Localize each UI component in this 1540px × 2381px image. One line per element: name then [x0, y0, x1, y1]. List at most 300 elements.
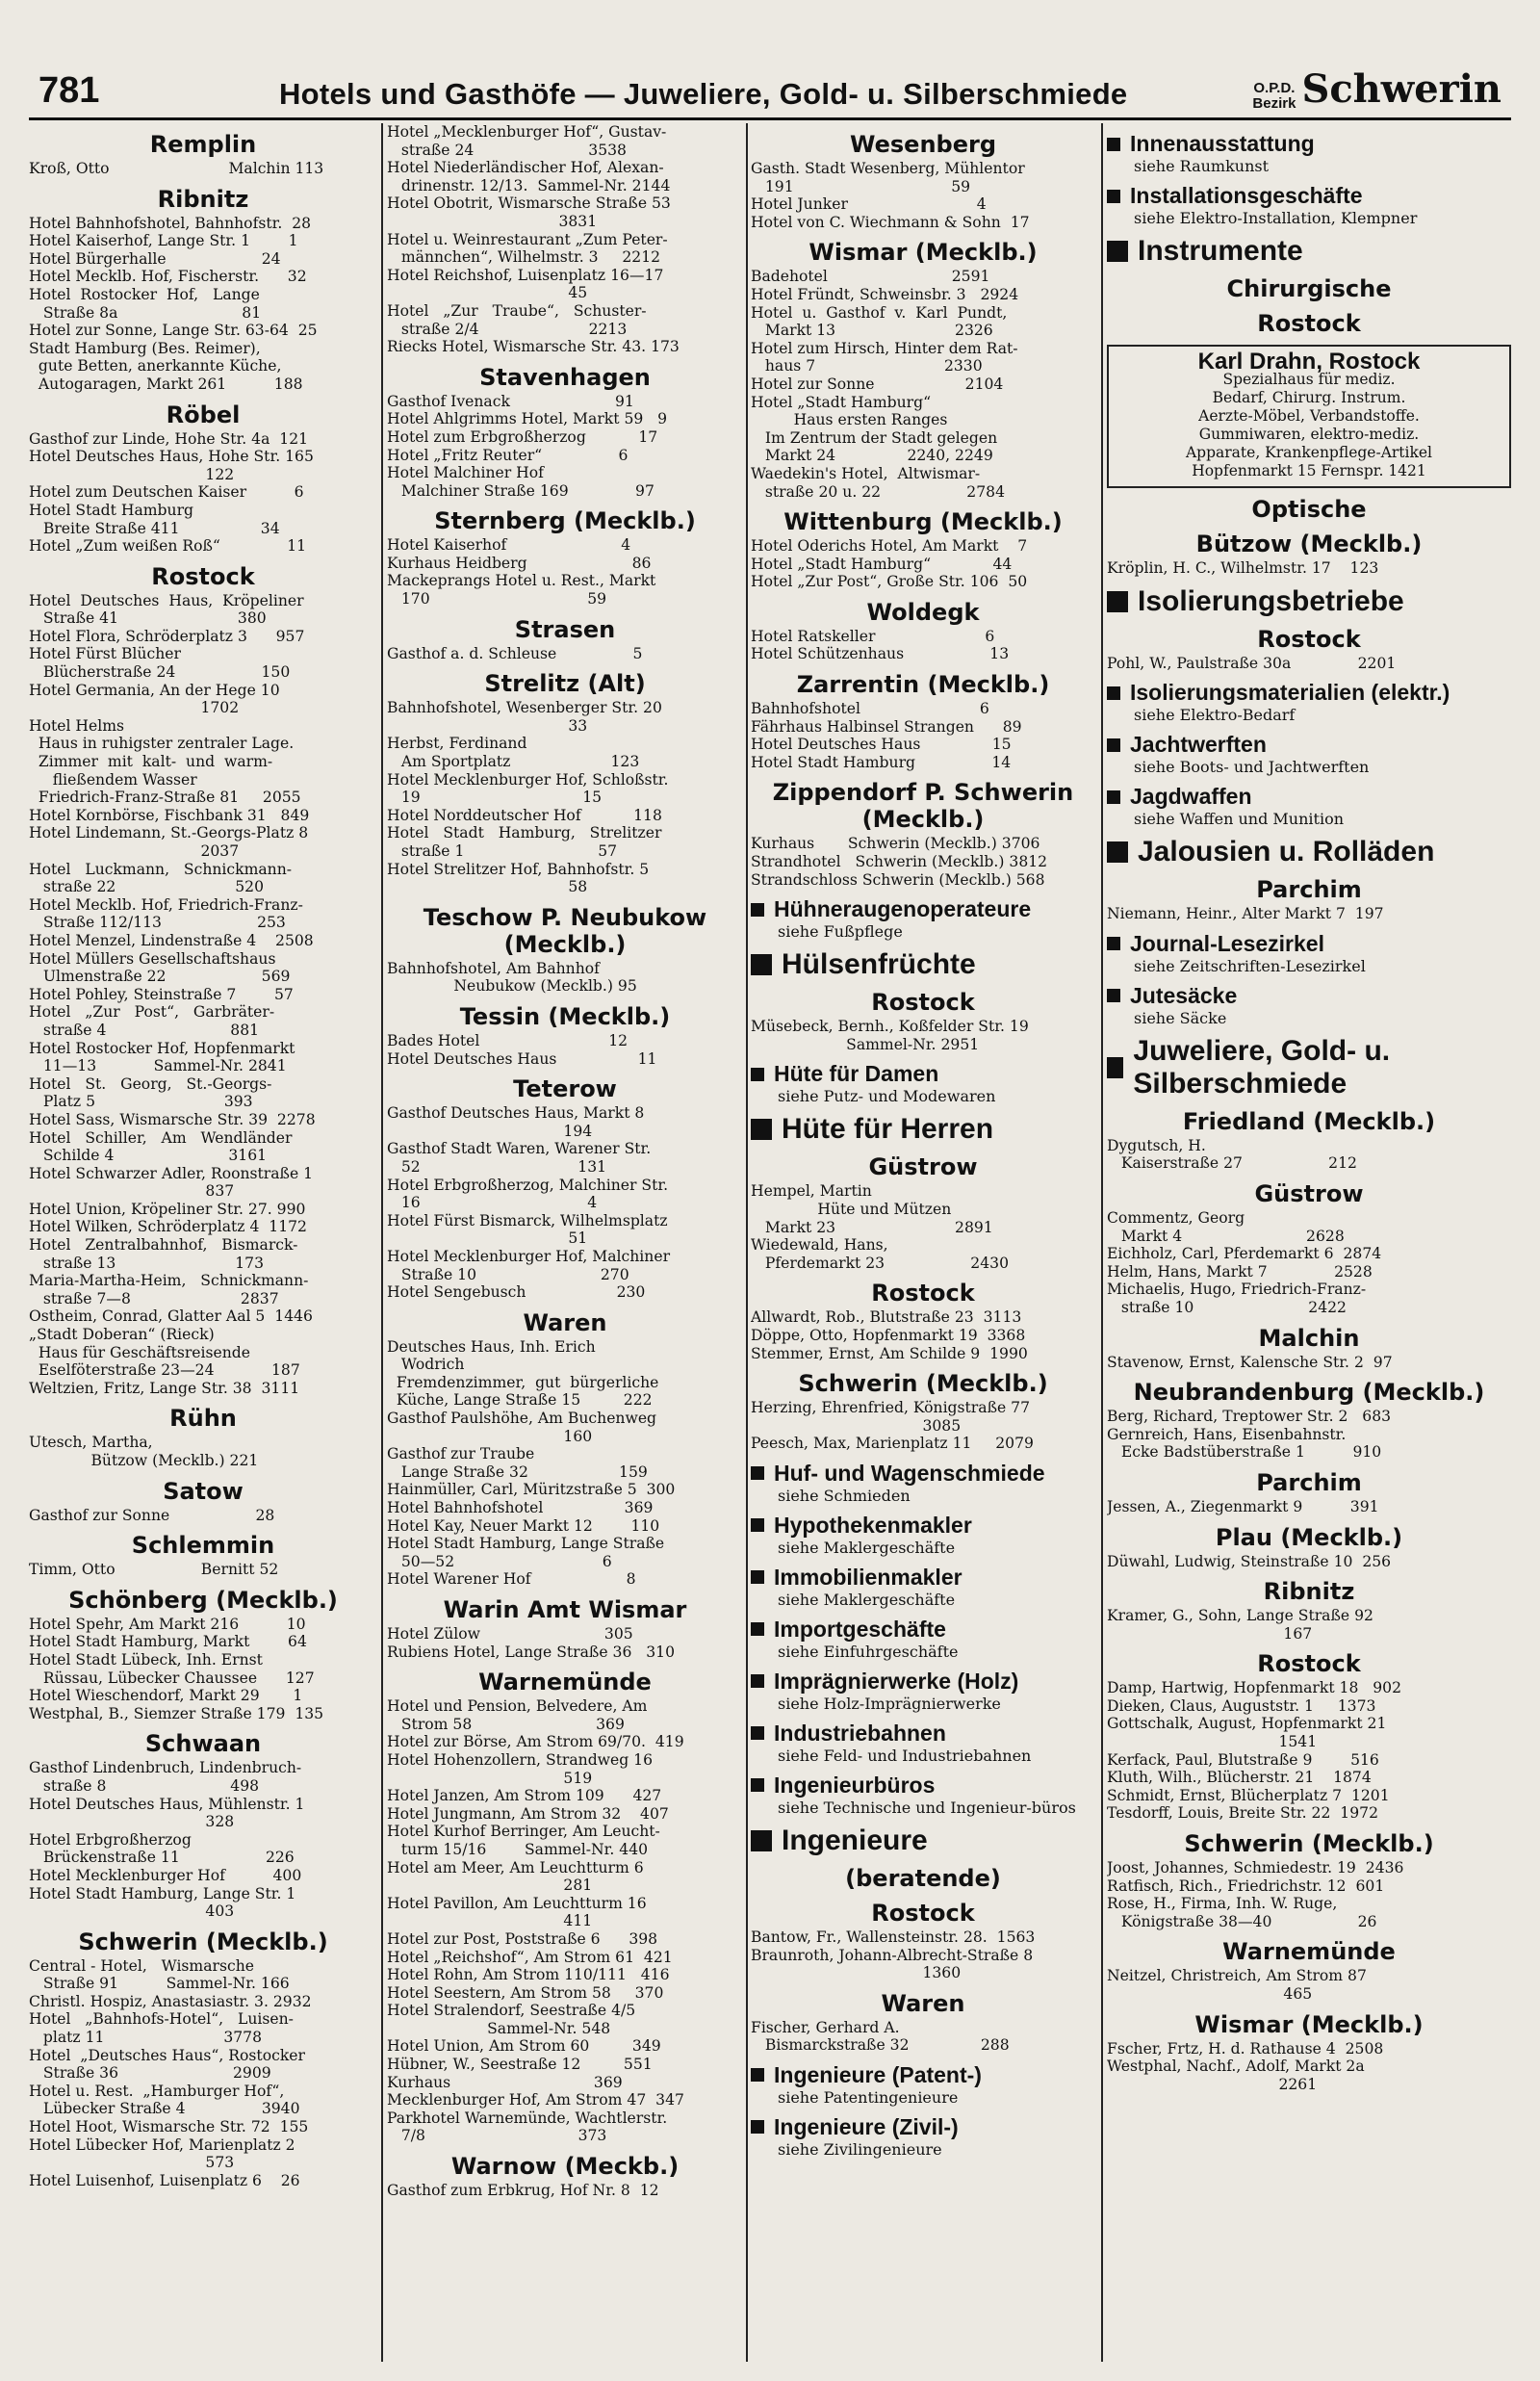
directory-entry: straße 2/4 2213	[387, 320, 628, 338]
directory-entry: Strom 58 369	[387, 1715, 625, 1733]
directory-entry: Friedrich-Franz-Straße 81 2055	[29, 789, 301, 807]
directory-entry: Hotel Lübecker Hof, Marienplatz 2	[29, 2135, 295, 2154]
town-heading: Schwerin (Mecklb.)	[1184, 1830, 1434, 1858]
see-reference: siehe Boots- und Jachtwerften	[1134, 758, 1370, 777]
directory-entry: 328	[29, 1813, 235, 1831]
town-heading: Satow	[163, 1477, 244, 1505]
directory-entry: 1360	[751, 1964, 962, 1982]
directory-entry: Hotel Mecklenburger Hof, Malchiner	[387, 1247, 671, 1265]
section-heading	[751, 1061, 1095, 1087]
directory-entry: 3085	[751, 1416, 962, 1435]
section-title: Jalousien u. Rolläden	[1138, 836, 1435, 868]
directory-entry: 573	[29, 2154, 235, 2172]
directory-entry: Riecks Hotel, Wismarsche Str. 43. 173	[387, 338, 680, 356]
see-reference: siehe Patentingenieure	[778, 2087, 959, 2107]
section-title: Isolierungsmaterialien (elektr.)	[1130, 680, 1450, 706]
directory-entry: Eichholz, Carl, Pferdemarkt 6 2874	[1107, 1245, 1382, 1263]
section-title: Ingenieure (Patent-)	[774, 2061, 982, 2087]
directory-entry: Kramer, G., Sohn, Lange Straße 92	[1107, 1607, 1373, 1625]
directory-entry: Hotel „Bahnhofs-Hotel“, Luisen-	[29, 2010, 294, 2029]
column-divider	[1101, 123, 1103, 2362]
town-heading: Ribnitz	[1263, 1578, 1355, 1606]
directory-entry: Zimmer mit kalt- und warm-	[29, 753, 273, 771]
town-heading: Warnow (Meckb.)	[450, 2153, 680, 2181]
directory-entry: Hotel Ahlgrimms Hotel, Markt 59 9	[387, 410, 668, 428]
directory-entry: haus 7 2330	[751, 357, 983, 375]
directory-entry: Bades Hotel 12	[387, 1031, 629, 1049]
section-bullet-icon	[751, 1622, 764, 1636]
directory-entry: Hotel Kurhof Berringer, Am Leucht-	[387, 1823, 660, 1841]
section-heading	[1107, 931, 1511, 957]
directory-entry: Küche, Lange Straße 15 222	[387, 1391, 653, 1410]
directory-entry: 1702	[29, 699, 240, 717]
town-heading: Parchim	[1256, 1468, 1362, 1496]
town-heading: Rostock	[1257, 1650, 1361, 1678]
directory-entry: Straße 36 2909	[29, 2064, 271, 2083]
town-heading: Friedland (Mecklb.)	[1182, 1107, 1436, 1135]
section-heading	[1107, 680, 1511, 706]
town-heading: Wesenberg	[849, 131, 996, 158]
town-heading: Bützow (Mecklb.)	[1195, 531, 1423, 557]
directory-entry: Hotel Deutsches Haus, Hohe Str. 165	[29, 448, 314, 466]
town-heading: Schwaan	[144, 1730, 262, 1758]
directory-entry: Damp, Hartwig, Hopfenmarkt 18 902	[1107, 1679, 1402, 1697]
town-heading: Strasen	[514, 615, 616, 643]
directory-entry: 465	[1107, 1985, 1313, 2003]
directory-entry: Kurhaus Heidberg 86	[387, 554, 652, 572]
directory-entry: Hotel Deutsches Haus, Kröpeliner	[29, 591, 304, 609]
directory-entry: Bahnhofshotel, Am Bahnhof	[387, 959, 600, 977]
directory-entry: Hotel Müllers Gesellschaftshaus	[29, 949, 276, 968]
directory-entry: Jessen, A., Ziegenmarkt 9 391	[1107, 1497, 1379, 1515]
section-bullet-icon	[751, 1726, 764, 1740]
town-heading: (beratende)	[845, 1864, 1001, 1892]
directory-entry: 19 15	[387, 789, 603, 807]
directory-entry: Ostheim, Conrad, Glatter Aal 5 1446	[29, 1307, 313, 1326]
directory-entry: Neubukow (Mecklb.) 95	[387, 977, 637, 996]
opd-text: O.P.D.	[1253, 80, 1296, 96]
directory-entry: Gasthof Lindenbruch, Lindenbruch-	[29, 1759, 302, 1777]
directory-entry: Allwardt, Rob., Blutstraße 23 3113	[751, 1308, 1022, 1327]
directory-entry: Hotel Hohenzollern, Strandweg 16	[387, 1750, 654, 1769]
directory-entry: Hotel Ratskeller 6	[751, 627, 995, 645]
section-bullet-icon	[1107, 738, 1120, 752]
directory-entry: Kerfack, Paul, Blutstraße 9 516	[1107, 1750, 1379, 1769]
directory-entry: Hotel Sass, Wismarsche Str. 39 2278	[29, 1110, 316, 1128]
directory-entry: Hotel und Pension, Belvedere, Am	[387, 1697, 648, 1716]
directory-entry: 191 59	[751, 177, 971, 195]
directory-entry: Hotel Wilken, Schröderplatz 4 1172	[29, 1218, 307, 1236]
directory-entry: Hotel Hoot, Wismarsche Str. 72 155	[29, 2118, 309, 2136]
directory-entry: Hotel Schützenhaus 13	[751, 645, 1010, 663]
section-bullet-icon	[751, 1830, 772, 1851]
ad-line: Spezialhaus für mediz.	[1222, 371, 1396, 388]
directory-entry: Hotel Janzen, Am Strom 109 427	[387, 1787, 662, 1805]
directory-entry: Hotel St. Georg, St.-Georgs-	[29, 1074, 272, 1093]
directory-entry: Fremdenzimmer, gut bürgerliche	[387, 1373, 659, 1391]
directory-entry: fließendem Wasser	[29, 770, 197, 789]
directory-entry: Hotel „Deutsches Haus“, Rostocker	[29, 2046, 305, 2064]
section-heading	[1107, 784, 1511, 810]
directory-entry: Parkhotel Warnemünde, Wachtlerstr.	[387, 2109, 668, 2127]
town-heading: Güstrow	[1254, 1179, 1364, 1207]
town-heading: Rostock	[151, 562, 255, 590]
directory-entry: Christl. Hospiz, Anastasiastr. 3. 2932	[29, 1992, 312, 2010]
directory-entry: Kluth, Wilh., Blücherstr. 21 1874	[1107, 1769, 1372, 1787]
section-bullet-icon	[1107, 1057, 1123, 1078]
section-title: Juweliere, Gold- u. Silberschmiede	[1133, 1034, 1391, 1100]
section-heading	[1107, 1035, 1511, 1100]
directory-entry: Hotel Bahnhofshotel, Bahnhofstr. 28	[29, 214, 312, 232]
directory-entry: Stadt Hamburg (Bes. Reimer),	[29, 339, 261, 357]
directory-entry: Hotel zur Börse, Am Strom 69/70. 419	[387, 1733, 684, 1751]
section-heading	[1107, 131, 1511, 157]
directory-entry: Gasthof Paulshöhe, Am Buchenweg	[387, 1410, 657, 1428]
directory-entry: Fischer, Gerhard A.	[751, 2018, 900, 2036]
town-heading: Schwerin (Mecklb.)	[798, 1370, 1048, 1398]
directory-entry: Neitzel, Christreich, Am Strom 87	[1107, 1967, 1367, 1985]
see-reference: siehe Schmieden	[778, 1486, 911, 1505]
section-heading	[751, 2062, 1095, 2088]
directory-entry: Hotel Seestern, Am Strom 58 370	[387, 1983, 664, 2002]
directory-entry: Joost, Johannes, Schmiedestr. 19 2436	[1107, 1859, 1404, 1877]
directory-entry: Markt 4 2628	[1107, 1227, 1345, 1245]
directory-entry: Breite Straße 411 34	[29, 519, 280, 537]
town-heading: Teschow P. Neubukow (Mecklb.)	[423, 903, 707, 958]
section-title: Jagdwaffen	[1130, 784, 1252, 810]
section-heading	[751, 1461, 1095, 1487]
page-number: 781	[38, 70, 100, 111]
section-heading	[751, 896, 1095, 922]
town-heading: Remplin	[149, 131, 257, 158]
directory-entry: Mackeprangs Hotel u. Rest., Markt	[387, 572, 656, 590]
section-bullet-icon	[751, 954, 772, 975]
directory-entry: Hotel Kornbörse, Fischbank 31 849	[29, 806, 310, 824]
see-reference: siehe Holz-Imprägnierwerke	[778, 1694, 1001, 1713]
see-reference: siehe Technische und Ingenieur-büros	[778, 1798, 1076, 1817]
section-heading	[751, 1825, 1095, 1857]
directory-entry: Dygutsch, H.	[1107, 1136, 1206, 1154]
directory-entry: 2037	[29, 842, 240, 860]
section-title: Hypothekenmakler	[774, 1512, 972, 1538]
directory-entry: Strandschloss Schwerin (Mecklb.) 568	[751, 870, 1045, 889]
section-bullet-icon	[1107, 138, 1120, 151]
directory-entry: Hotel Oderichs Hotel, Am Markt 7	[751, 537, 1028, 556]
directory-entry: Schilde 4 3161	[29, 1147, 268, 1165]
directory-entry: 122	[29, 465, 235, 483]
directory-entry: Stavenow, Ernst, Kalensche Str. 2 97	[1107, 1353, 1393, 1371]
town-heading: Warin Amt Wismar	[443, 1596, 687, 1623]
directory-entry: Ecke Badstüberstraße 1 910	[1107, 1443, 1382, 1462]
section-heading	[751, 1617, 1095, 1643]
directory-entry: Braunroth, Johann-Albrecht-Straße 8	[751, 1946, 1034, 1964]
section-heading	[751, 948, 1095, 981]
directory-entry: Lübecker Straße 4 3940	[29, 2100, 300, 2118]
section-title: Hühneraugenoperateure	[774, 896, 1032, 922]
directory-entry: Gasthof zum Erbkrug, Hof Nr. 8 12	[387, 2182, 659, 2200]
column-4	[1107, 123, 1511, 2362]
see-reference: siehe Fußpflege	[778, 922, 903, 942]
directory-entry: Autogaragen, Markt 261 188	[29, 375, 303, 393]
header-rule	[29, 117, 1511, 120]
directory-entry: Fscher, Frtz, H. d. Rathause 4 2508	[1107, 2039, 1384, 2057]
directory-entry: Bismarckstraße 32 288	[751, 2036, 1010, 2055]
section-heading	[1107, 585, 1511, 618]
directory-entry: Commentz, Georg	[1107, 1208, 1245, 1227]
section-title: Ingenieure	[782, 1824, 928, 1856]
directory-entry: Hotel Fürst Bismarck, Wilhelmsplatz	[387, 1211, 668, 1229]
see-reference: siehe Zeitschriften-Lesezirkel	[1134, 956, 1366, 975]
ad-title: Karl Drahn, Rostock	[1197, 349, 1421, 375]
town-heading: Rühn	[169, 1405, 237, 1433]
directory-entry: Strandhotel Schwerin (Mecklb.) 3812	[751, 853, 1048, 871]
directory-entry: Hotel Lindemann, St.-Georgs-Platz 8	[29, 824, 309, 842]
town-heading: Wismar (Mecklb.)	[808, 239, 1038, 267]
section-bullet-icon	[751, 903, 764, 917]
directory-entry: Hainmüller, Carl, Müritzstraße 5 300	[387, 1481, 676, 1499]
directory-entry: Kaiserstraße 27 212	[1107, 1154, 1357, 1173]
directory-entry: Hotel Stadt Lübeck, Inh. Ernst	[29, 1650, 263, 1669]
directory-entry: Herbst, Ferdinand	[387, 735, 527, 753]
directory-entry: Hotel Reichshof, Luisenplatz 16—17	[387, 266, 664, 284]
section-title: Imprägnierwerke (Holz)	[774, 1668, 1019, 1694]
directory-entry: Hotel Deutsches Haus 15	[751, 736, 1012, 754]
directory-entry: Hotel Stadt Hamburg 14	[751, 753, 1012, 771]
town-heading: Schwerin (Mecklb.)	[78, 1928, 328, 1955]
directory-entry: Utesch, Martha,	[29, 1434, 153, 1452]
section-title: Hüte für Damen	[774, 1061, 939, 1087]
column-2	[387, 123, 743, 2362]
directory-entry: „Stadt Doberan“ (Rieck)	[29, 1326, 215, 1344]
directory-entry: Central - Hotel, Wismarsche	[29, 1956, 254, 1975]
directory-entry: Hotel Zülow 305	[387, 1625, 633, 1643]
directory-entry: Westphal, B., Siemzer Straße 179 135	[29, 1704, 324, 1722]
directory-entry: Gasthof Stadt Waren, Warener Str.	[387, 1140, 652, 1158]
directory-entry: 52 131	[387, 1157, 607, 1176]
section-heading	[751, 1721, 1095, 1747]
directory-entry: Hotel Luckmann, Schnickmann-	[29, 860, 293, 878]
directory-entry: Hotel Stadt Hamburg, Lange Str. 1	[29, 1884, 296, 1902]
directory-entry: Dieken, Claus, Auguststr. 1 1373	[1107, 1696, 1376, 1715]
directory-entry: Hotel u. Gasthof v. Karl Pundt,	[751, 303, 1008, 322]
directory-entry: Hotel Erbgroßherzog	[29, 1830, 192, 1849]
directory-entry: 45	[387, 284, 588, 302]
section-title: Jachtwerften	[1130, 732, 1267, 758]
directory-entry: 194	[387, 1122, 593, 1140]
section-bullet-icon	[751, 1466, 764, 1480]
directory-entry: Pohl, W., Paulstraße 30a 2201	[1107, 654, 1397, 672]
directory-entry: 281	[387, 1876, 593, 1895]
directory-entry: Rubiens Hotel, Lange Straße 36 310	[387, 1643, 676, 1661]
directory-entry: Hotel Kay, Neuer Markt 12 110	[387, 1516, 660, 1535]
section-bullet-icon	[751, 1068, 764, 1081]
town-heading: Rostock	[871, 1899, 975, 1927]
town-heading: Tessin (Mecklb.)	[459, 1002, 671, 1030]
see-reference: siehe Raumkunst	[1134, 157, 1270, 175]
directory-entry: Hotel Junker 4	[751, 195, 987, 214]
opd-label	[1252, 81, 1296, 112]
directory-entry: 33	[387, 716, 588, 735]
directory-entry: Haus ersten Ranges	[751, 411, 948, 429]
directory-entry: Hotel Stadt Hamburg, Strelitzer	[387, 824, 662, 842]
see-reference: siehe Säcke	[1134, 1008, 1227, 1027]
directory-entry: Hotel Stralendorf, Seestraße 4/5	[387, 2002, 636, 2020]
directory-entry: 160	[387, 1427, 593, 1445]
directory-entry: Bahnhofshotel 6	[751, 700, 989, 718]
directory-entry: Stemmer, Ernst, Am Schilde 9 1990	[751, 1344, 1028, 1362]
section-title: Installationsgeschäfte	[1130, 183, 1363, 208]
directory-entry: Hotel Deutsches Haus, Mühlenstr. 1	[29, 1795, 305, 1813]
directory-entry: Hotel Stadt Hamburg, Lange Straße	[387, 1535, 665, 1553]
directory-entry: 411	[387, 1912, 593, 1930]
directory-entry: Hübner, W., Seestraße 12 551	[387, 2056, 653, 2074]
town-heading: Zippendorf P. Schwerin (Mecklb.)	[772, 779, 1074, 834]
directory-entry: Hotel „Stadt Hamburg“ 44	[751, 555, 1013, 573]
directory-entry: turm 15/16 Sammel-Nr. 440	[387, 1840, 649, 1858]
directory-entry: Waedekin's Hotel, Altwismar-	[751, 464, 981, 482]
town-heading: Strelitz (Alt)	[484, 670, 646, 698]
directory-entry: Hotel Rostocker Hof, Lange	[29, 285, 260, 303]
directory-entry: 51	[387, 1229, 588, 1248]
directory-entry: Gasthof zur Traube	[387, 1445, 535, 1463]
directory-entry: Malchiner Straße 169 97	[387, 481, 654, 500]
directory-entry: Hotel zur Sonne, Lange Str. 63-64 25	[29, 322, 318, 340]
directory-entry: Hotel Spehr, Am Markt 216 10	[29, 1615, 306, 1633]
directory-entry: platz 11 3778	[29, 2029, 263, 2047]
directory-entry: Straße 10 270	[387, 1265, 629, 1283]
directory-entry: 519	[387, 1769, 593, 1787]
directory-entry: Hotel Schiller, Am Wendländer	[29, 1128, 293, 1147]
directory-entry: Hotel Germania, An der Hege 10	[29, 681, 280, 699]
section-title: Hülsenfrüchte	[782, 948, 976, 981]
directory-entry: Hotel Strelitzer Hof, Bahnhofstr. 5	[387, 860, 650, 878]
directory-entry: Hotel zum Deutschen Kaiser 6	[29, 483, 304, 502]
directory-entry: Westphal, Nachf., Adolf, Markt 2a	[1107, 2057, 1365, 2076]
directory-entry: Hotel „Reichshof“, Am Strom 61 421	[387, 1948, 673, 1966]
directory-entry: Lange Straße 32 159	[387, 1462, 648, 1481]
directory-entry: Berg, Richard, Treptower Str. 2 683	[1107, 1408, 1392, 1426]
directory-entry: gute Betten, anerkannte Küche,	[29, 357, 282, 375]
directory-entry: Hotel „Zum weißen Roß“ 11	[29, 537, 307, 556]
directory-entry: Ulmenstraße 22 569	[29, 968, 291, 986]
bezirk-text: Bezirk	[1252, 95, 1296, 112]
directory-entry: Hotel Mecklenburger Hof, Schloßstr.	[387, 770, 669, 789]
directory-entry: Blücherstraße 24 150	[29, 663, 291, 682]
directory-entry: 16 4	[387, 1194, 598, 1212]
directory-entry: Hotel Warener Hof 8	[387, 1570, 636, 1589]
see-reference: siehe Feld- und Industriebahnen	[778, 1746, 1032, 1765]
town-heading: Chirurgische	[1226, 275, 1392, 302]
directory-entry: Hotel u. Rest. „Hamburger Hof“,	[29, 2082, 285, 2100]
directory-entry: 11—13 Sammel-Nr. 2841	[29, 1057, 287, 1075]
directory-entry: Am Sportplatz 123	[387, 753, 640, 771]
directory-entry: Bützow (Mecklb.) 221	[29, 1452, 259, 1469]
see-reference: siehe Einfuhrgeschäfte	[778, 1642, 959, 1661]
section-title: Importgeschäfte	[774, 1616, 946, 1642]
town-heading: Rostock	[871, 1280, 975, 1307]
directory-entry: Hotel u. Weinrestaurant „Zum Peter-	[387, 230, 668, 248]
directory-entry: Rose, H., Firma, Inh. W. Ruge,	[1107, 1895, 1338, 1913]
directory-entry: 167	[1107, 1624, 1313, 1643]
directory-entry: Hotel Stadt Hamburg, Markt 64	[29, 1633, 307, 1651]
section-heading	[751, 1773, 1095, 1799]
directory-entry: Haus für Geschäftsreisende	[29, 1343, 250, 1361]
directory-entry: Hotel „Zur Traube“, Schuster-	[387, 301, 647, 320]
directory-entry: Hotel Bahnhofshotel 369	[387, 1499, 654, 1517]
town-heading: Waren	[881, 1989, 965, 2017]
see-reference: siehe Waffen und Munition	[1134, 810, 1345, 829]
directory-entry: 1541	[1107, 1733, 1318, 1751]
advertisement-box	[1107, 345, 1511, 488]
directory-entry: Hotel Pavillon, Am Leuchtturm 16	[387, 1894, 647, 1912]
directory-entry: straße 10 2422	[1107, 1298, 1347, 1316]
directory-entry: Hotel Stadt Hamburg	[29, 501, 194, 519]
directory-entry: Herzing, Ehrenfried, Königstraße 77	[751, 1399, 1031, 1417]
directory-entry: drinenstr. 12/13. Sammel-Nr. 2144	[387, 176, 671, 194]
ad-line: Aerzte-Möbel, Verbandstoffe.	[1198, 407, 1420, 425]
see-reference: siehe Maklergeschäfte	[778, 1538, 956, 1557]
see-reference: siehe Putz- und Modewaren	[778, 1087, 996, 1106]
directory-entry: Hotel Erbgroßherzog, Malchiner Str.	[387, 1176, 669, 1194]
directory-entry: Markt 23 2891	[751, 1218, 993, 1236]
directory-entry: Gasthof a. d. Schleuse 5	[387, 644, 643, 662]
directory-entry: 837	[29, 1182, 235, 1201]
directory-entry: Im Zentrum der Stadt gelegen	[751, 428, 998, 447]
directory-entry: Hotel Mecklb. Hof, Fischerstr. 32	[29, 268, 307, 286]
town-heading: Woldegk	[866, 598, 980, 626]
directory-entry: Hotel Menzel, Lindenstraße 4 2508	[29, 931, 314, 949]
town-heading: Teterow	[513, 1075, 617, 1103]
directory-entry: Hempel, Martin	[751, 1182, 872, 1201]
directory-entry: Kurhaus 369	[387, 2073, 623, 2091]
town-heading: Parchim	[1256, 876, 1362, 904]
directory-entry: straße 8 498	[29, 1776, 260, 1795]
directory-entry: Peesch, Max, Marienplatz 11 2079	[751, 1435, 1034, 1453]
see-reference: siehe Maklergeschäfte	[778, 1590, 956, 1609]
directory-entry: Wodrich	[387, 1356, 465, 1374]
directory-entry: Hotel Norddeutscher Hof 118	[387, 806, 662, 824]
town-heading: Plau (Mecklb.)	[1215, 1523, 1403, 1551]
directory-entry: Kroß, Otto Malchin 113	[29, 160, 324, 177]
directory-entry: Gasthof zur Sonne 28	[29, 1506, 275, 1524]
directory-entry: Hotel Sengebusch 230	[387, 1283, 646, 1302]
directory-entry: 170 59	[387, 590, 607, 608]
section-heading	[1107, 836, 1511, 868]
town-heading: Rostock	[1257, 625, 1361, 653]
column-1	[29, 123, 377, 2362]
section-bullet-icon	[751, 1778, 764, 1792]
directory-entry: Hotel Malchiner Hof	[387, 464, 544, 482]
directory-entry: Tesdorff, Louis, Breite Str. 22 1972	[1107, 1804, 1378, 1823]
section-bullet-icon	[751, 1518, 764, 1532]
directory-entry: Hotel zur Post, Poststraße 6 398	[387, 1929, 658, 1948]
directory-entry: Hotel „Stadt Hamburg“	[751, 393, 932, 411]
column-3	[751, 123, 1095, 2362]
town-heading: Wittenburg (Mecklb.)	[783, 508, 1063, 536]
directory-entry: straße 4 881	[29, 1021, 260, 1039]
directory-entry: Hotel Kaiserhof, Lange Str. 1 1	[29, 232, 298, 250]
section-bullet-icon	[1107, 790, 1120, 804]
directory-entry: Timm, Otto Bernitt 52	[29, 1561, 279, 1579]
directory-entry: straße 1 57	[387, 842, 618, 860]
section-title: Instrumente	[1138, 235, 1303, 267]
directory-entry: Müsebeck, Bernh., Koßfelder Str. 19	[751, 1018, 1029, 1036]
directory-entry: Hotel Bürgerhalle 24	[29, 249, 281, 268]
directory-entry: Bahnhofshotel, Wesenberger Str. 20	[387, 699, 662, 717]
page-title: Hotels und Gasthöfe — Juweliere, Gold- u. Silberschmiede	[278, 77, 1128, 111]
directory-entry: straße 22 520	[29, 878, 265, 896]
directory-entry: straße 13 173	[29, 1254, 265, 1272]
